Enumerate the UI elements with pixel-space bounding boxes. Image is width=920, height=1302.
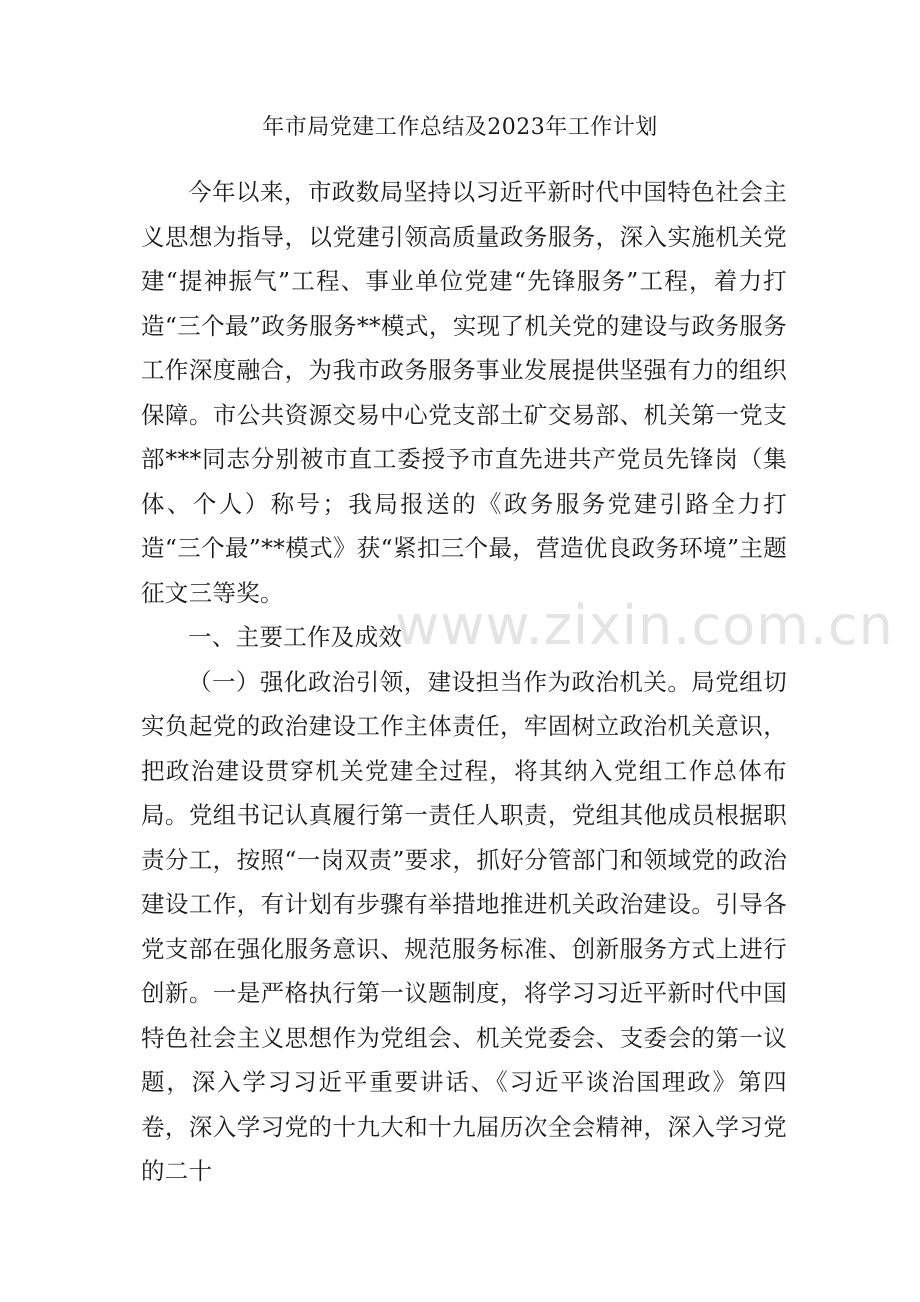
intro-paragraph: 今年以来，市政数局坚持以习近平新时代中国特色社会主义思想为指导，以党建引领高质量政务服务，深入实施机关党建“提神振气”工程、事业单位党建“先锋服务”工程，着力打造“三个最”政务服务**模式，实现了机关党的建设与政务服务工作深度融合，为我市政务服务事业发展提供坚强有力的组织保障。市公共资源交易中心党支部土矿交易部、机关第一党支部***同志分别被市直工委授予市直先进共产党员先锋岗（集体、个人）称号；我局报送的《政务服务党建引路全力打造“三个最”**模式》获“紧扣三个最，营造优良政务环境”主题征文三等奖。	[141, 178, 787, 607]
section-heading: 一、主要工作及成效	[188, 623, 403, 651]
watermark: www.zixin.com.cn	[395, 594, 894, 657]
body-paragraph: （一）强化政治引领，建设担当作为政治机关。局党组切实负起党的政治建设工作主体责任，牢固树立政治机关意识，把政治建设贯穿机关党建全过程，将其纳入党组工作总体布局。党组书记认真履行第一责任人职责，党组其他成员根据职责分工，按照“一岗双责”要求，抓好分管部门和领域党的政治建设工作，有计划有步骤有举措地推进机关政治建设。引导各党支部在强化服务意识、规范服务标准、创新服务方式上进行创新。一是严格执行第一议题制度，将学习习近平新时代中国特色社会主义思想作为党组会、机关党委会、支委会的第一议题，深入学习习近平重要讲话、《习近平谈治国理政》第四卷，深入学习党的十九大和十九届历次全会精神，深入学习党的二十	[141, 667, 787, 1185]
document-body	[141, 170, 787, 1194]
document-title: 年市局党建工作总结及2023年工作计划	[262, 115, 658, 140]
